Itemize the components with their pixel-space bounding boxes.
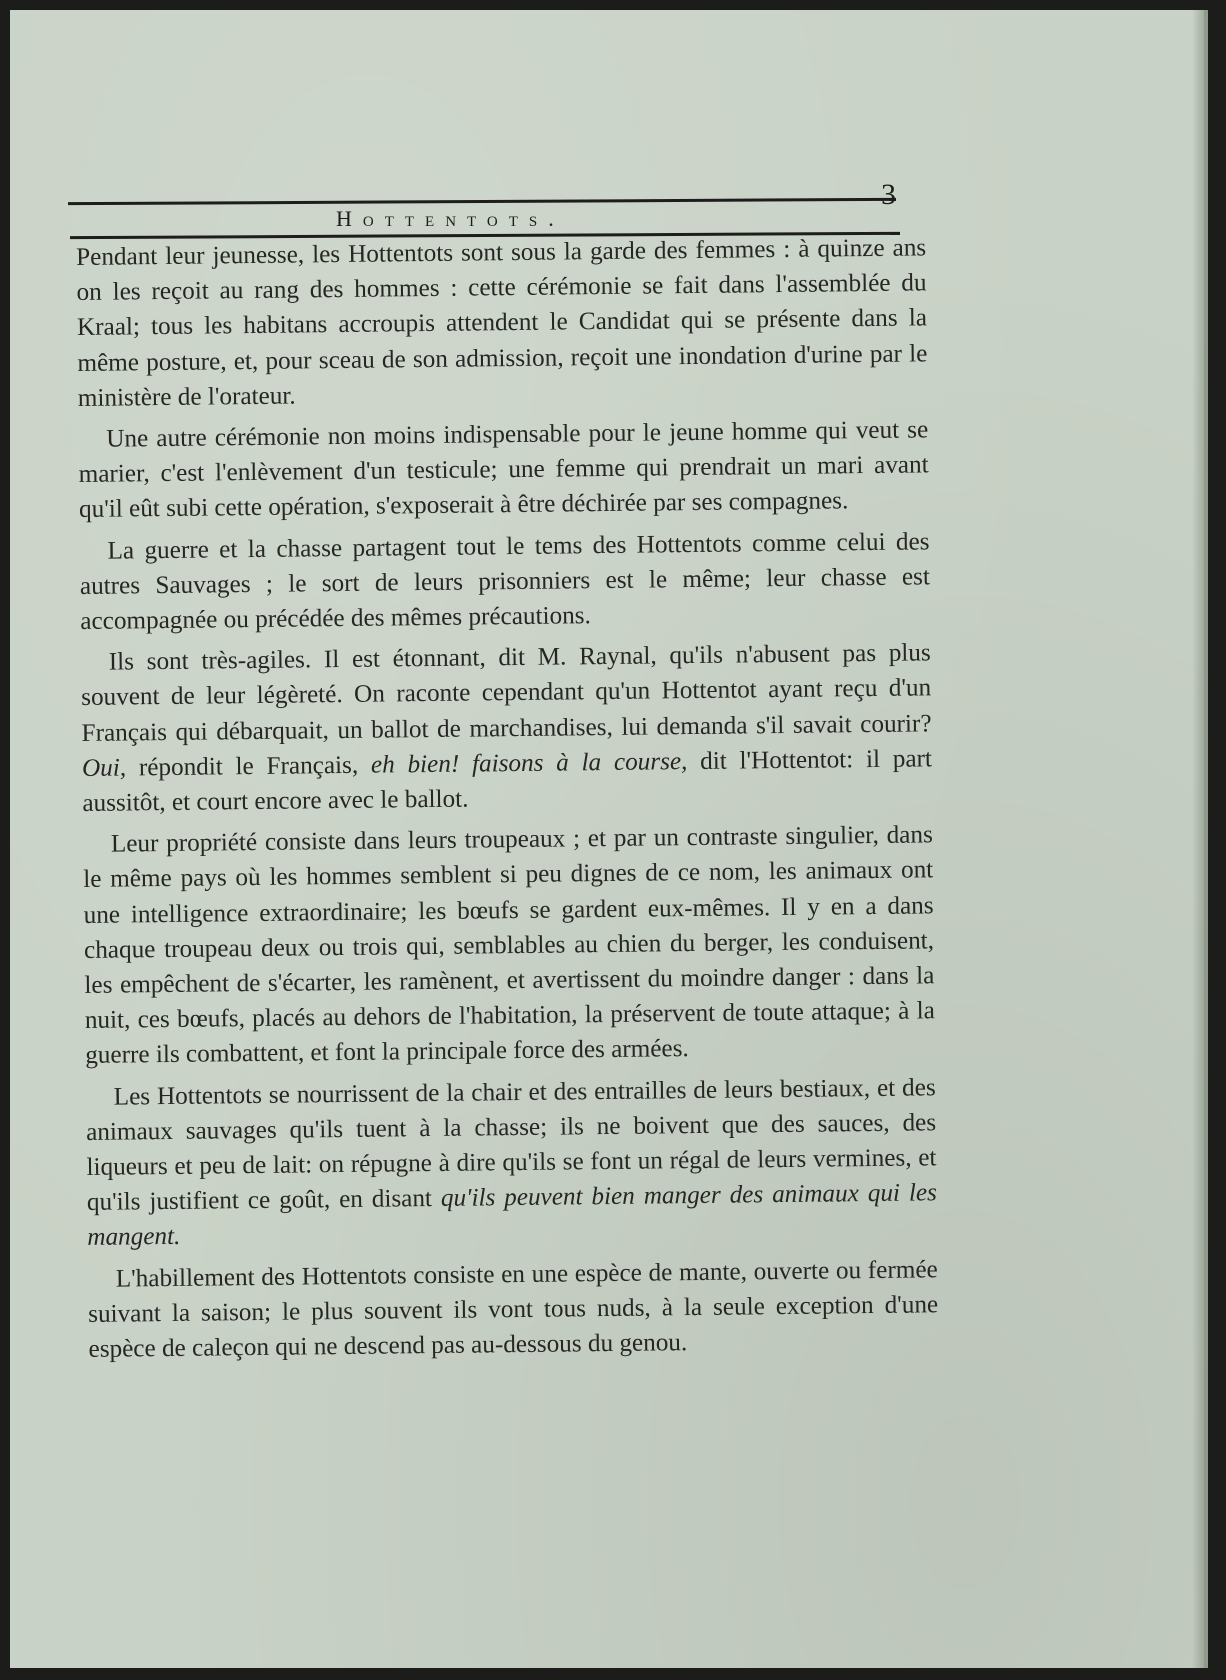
book-page [10, 10, 1208, 1668]
paragraph-text: Ils sont très-agiles. Il est étonnant, dit M. Raynal, qu'ils n'abusent pas plus souvent de leur légèreté. On raconte cependant qu'un Hottentot ayant reçu d'un Français qui débarquait, un ballot de marchandises, lui demanda s'il savait courir? [81, 639, 932, 747]
paragraph-text: répondit le Français, [125, 751, 372, 782]
running-title: Hottentots. [336, 206, 565, 231]
page-edge-shadow [1192, 10, 1204, 1668]
paragraph: L'habillement des Hottentots consiste en une espèce de mante, ouverte ou fermée suivant la saison; le plus souvent ils vont tous nuds, à la seule exception d'une espèce de caleçon qui ne descend pas au-dessous du genou. [88, 1255, 939, 1364]
page-number: 3 [881, 178, 896, 211]
paragraph: Leur propriété consiste dans leurs troupeaux ; et par un contraste singulier, dans le même pays où les hommes semblent si peu dignes de ce nom, les animaux ont une intelligence extraordinaire; les bœufs se gardent eux-mêmes. Il y en a dans chaque troupeau deux ou trois qui, semblables au chien du berger, les conduisent, les empêchent de s'écarter, les ramènent, et avertissent du moindre danger : dans la nuit, ces bœufs, placés au dehors de l'habitation, la préservent de toute attaque; à la guerre ils combattent, et font la principale force des armées. [83, 821, 935, 1070]
page-body [76, 230, 939, 1373]
page-header [68, 178, 904, 238]
paragraph: Une autre cérémonie non moins indispensable pour le jeune homme qui veut se marier, c'est l'enlèvement d'un testicule; une femme qui prendrait un mari avant qu'il eût subi cette opération, s'exposerait à être déchirée par ses compagnes. [78, 416, 929, 524]
paragraph-text: dit l'Hottentot: il part aussitôt, et court encore avec le ballot. [82, 745, 933, 818]
paragraph-text: Les Hottentots se nourrissent de la chair et des entrailles de leurs bestiaux, et des animaux sauvages qu'ils tuent à la chasse; ils ne boivent que des sauces, des liqueurs et peu de lait: on répugne à dire qu'ils se font un régal de leurs vermines, et qu'ils justifient ce goût, en disant [85, 1073, 937, 1217]
italic-text: Oui, [81, 754, 127, 782]
paragraph [86, 1070, 938, 1256]
paragraph: Pendant leur jeunesse, les Hottentots sont sous la garde des femmes : à quinze ans on les reçoit au rang des hommes : cette cérémonie se fait dans l'assemblée du Kraal; tous les habitans accroupis attendent le Candidat qui se présente dans la même posture, et, pour sceau de son admission, reçoit une inondation d'urine par le ministère de l'orateur. [76, 234, 928, 412]
italic-text: eh bien! faisons à la course, [370, 747, 688, 779]
paragraph [81, 636, 933, 822]
paragraph: La guerre et la chasse partagent tout le tems des Hottentots comme celui des autres Sauvages ; le sort de leurs prisonniers est le même; leur chasse est accompagnée ou précédée des mêmes précautions. [79, 527, 931, 636]
italic-text: qu'ils peuvent bien manger des animaux qui les mangent. [87, 1179, 938, 1252]
header-rule-top [68, 198, 896, 205]
